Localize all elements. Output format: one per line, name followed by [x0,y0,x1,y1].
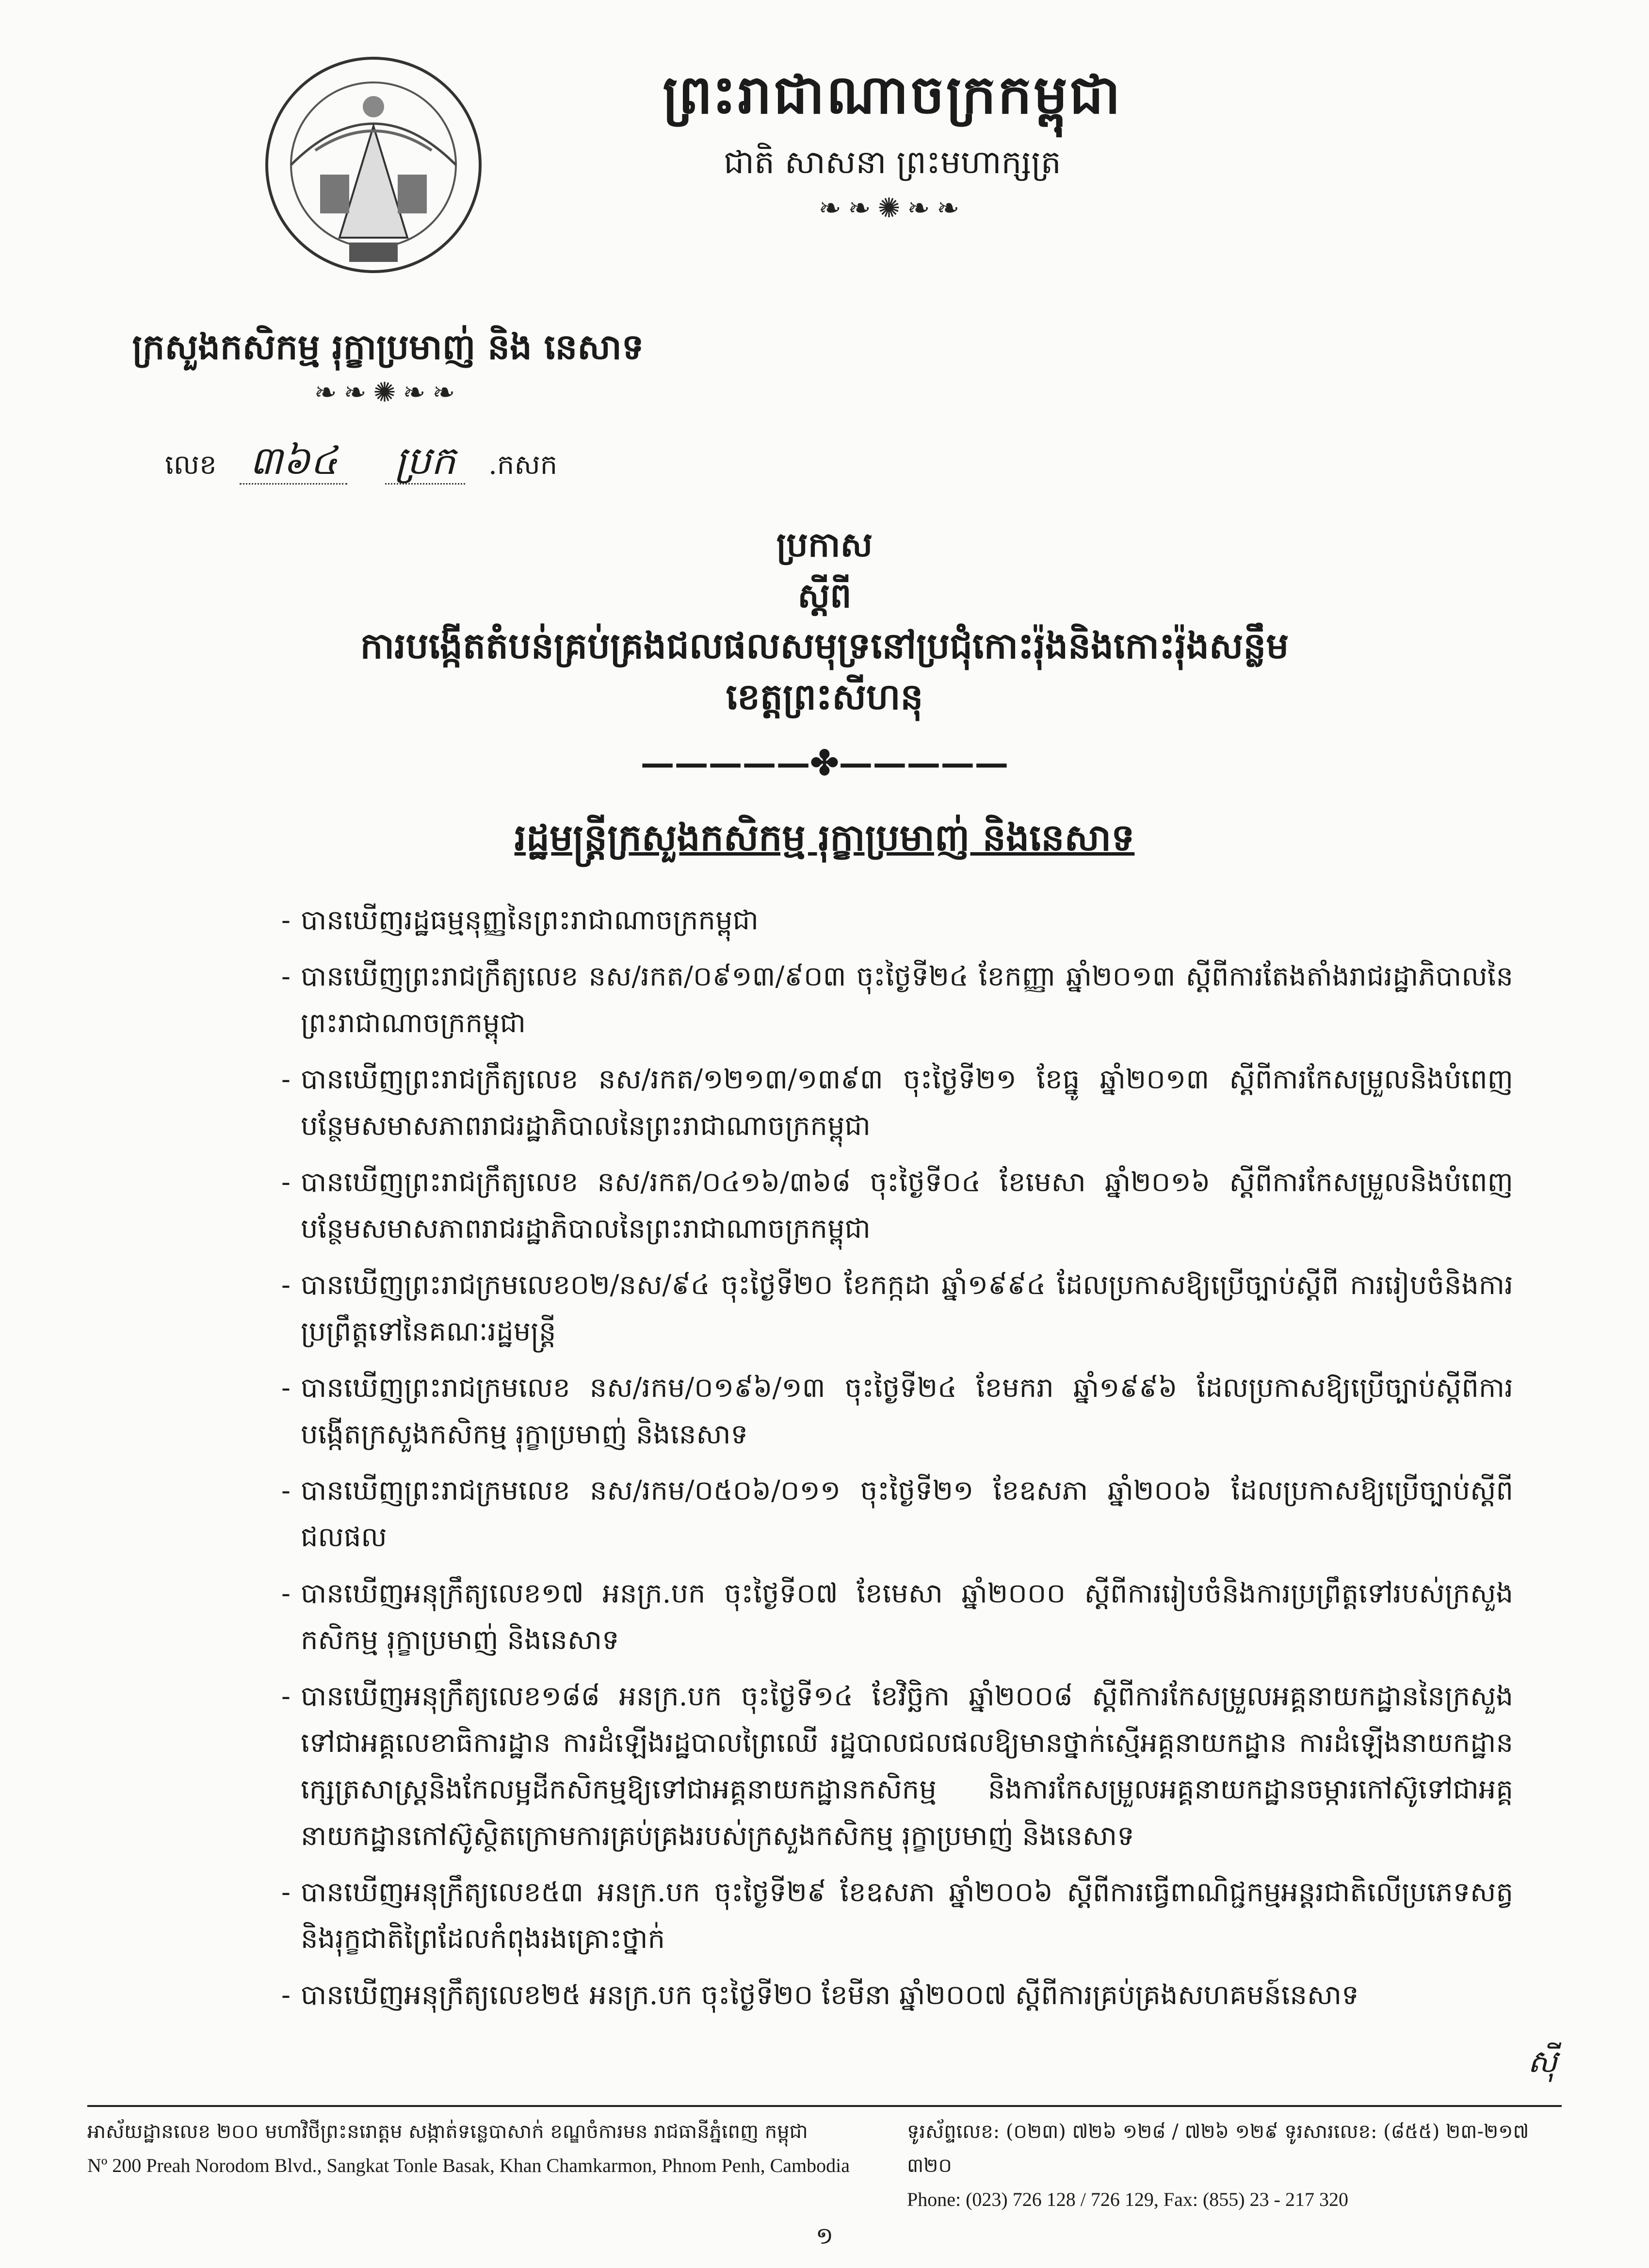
ref-prefix: លេខ [165,449,217,481]
ministry-ornament: ❧❧✺❧❧ [314,377,462,408]
page-number: ១ [815,2222,834,2250]
list-item: - បានឃើញព្រះរាជក្រមលេខ នស/រកម/០៥០៦/០១១ ចុះថ្ងៃទី២១ ខែឧសភា ឆ្នាំ២០០៦ ដែលប្រកាសឱ្យប្រើច្បាប់ស្តីពីជលផល [281,1475,1513,1553]
address-khmer: អាស័យដ្ឋានលេខ ២០០ មហាវិថីព្រះនរោត្តម សង្កាត់ទន្លេបាសាក់ ខណ្ឌចំការមន រាជធានីភ្នំពេញ កម្ពុជា [87,2121,808,2143]
list-item: - បានឃើញព្រះរាជក្រមលេខ នស/រកម/០១៩៦/១៣ ចុះថ្ងៃទី២៤ ខែមករា ឆ្នាំ១៩៩៦ ដែលប្រកាសឱ្យប្រើច្បាប់ស្តីពីការបង្កើតក្រសួងកសិកម្ម រុក្ខាប្រមាញ់ និងនេសាទ [281,1372,1513,1450]
footer-contact [907,2115,1562,2217]
ref-suffix: .កសក [488,449,558,481]
kingdom-title: ព្រះរាជាណាចក្រកម្ពុជា [663,63,1122,126]
title-divider: —————✤————— [640,743,1009,783]
list-item: - បានឃើញព្រះរាជក្រឹត្យលេខ នស/រកត/១២១៣/១៣៩៣ ចុះថ្ងៃទី២១ ខែធ្នូ ឆ្នាំ២០១៣ ស្តីពីការកែសម្រួលនិងបំពេញបន្ថែមសមាសភាពរាជរដ្ឋាភិបាលនៃព្រះរាជាណាចក្រកម្ពុជា [281,1064,1513,1142]
list-item: - បានឃើញព្រះរាជក្រឹត្យលេខ នស/រកត/០៩១៣/៩០៣ ចុះថ្ងៃទី២៤ ខែកញ្ញា ឆ្នាំ២០១៣ ស្តីពីការតែងតាំងរាជរដ្ឋាភិបាលនៃព្រះរាជាណាចក្រកម្ពុជា [281,961,1513,1039]
title-subject: ការបង្កើតតំបន់គ្រប់គ្រងជលផលសមុទ្រនៅប្រជុំកោះរ៉ុងនិងកោះរ៉ុងសន្លឹម [360,625,1289,667]
list-item: - បានឃើញអនុក្រឹត្យលេខ៥៣ អនក្រ.បក ចុះថ្ងៃទី២៩ ខែឧសភា ឆ្នាំ២០០៦ ស្តីពីការធ្វើពាណិជ្ជកម្មអន្តរជាតិលើប្រភេទសត្វនិងរុក្ខជាតិព្រៃដែលកំពុងរងគ្រោះថ្នាក់ [281,1877,1513,1955]
title-province: ខេត្តព្រះសីហនុ [726,676,923,718]
address-english: Nº 200 Preah Norodom Blvd., Sangkat Tonle Basak, Khan Chamkarmon, Phnom Penh, Cambodia [87,2155,850,2176]
list-item: - បានឃើញព្រះរាជក្រមលេខ០២/នស/៩៤ ចុះថ្ងៃទី២០ ខែកក្កដា ឆ្នាំ១៩៩៤ ដែលប្រកាសឱ្យប្រើច្បាប់ស្តីពី ការរៀបចំនិងការប្រព្រឹត្តទៅនៃគណៈរដ្ឋមន្ត្រី [281,1269,1513,1347]
reference-number [165,437,557,493]
ornament-divider: ❧❧✺❧❧ [818,193,967,224]
list-item: - បានឃើញអនុក្រឹត្យលេខ២៥ អនក្រ.បក ចុះថ្ងៃទី២០ ខែមីនា ឆ្នាំ២០០៧ ស្តីពីការគ្រប់គ្រងសហគមន៍នេសាទ [281,1979,1359,2011]
handwritten-initial: ស៊ី [1528,2044,1557,2080]
kingdom-motto: ជាតិ សាសនា ព្រះមហាក្សត្រ [724,144,1061,181]
title-on: ស្តីពី [797,575,852,616]
reference-list [281,897,1513,2028]
phone-english: Phone: (023) 726 128 / 726 129, Fax: (855) 23 - 217 320 [907,2188,1348,2210]
ref-handwritten-code: ប្រក [385,438,465,485]
ref-handwritten-number: ៣៦៤ [240,438,347,485]
ministry-header [97,320,679,412]
footer-divider [87,2105,1562,2107]
ministry-name: ក្រសួងកសិកម្ម រុក្ខាប្រមាញ់ និង នេសាទ [132,326,644,367]
document-title [0,519,1649,788]
kingdom-header [601,58,1183,228]
list-item: - បានឃើញព្រះរាជក្រឹត្យលេខ នស/រកត/០៤១៦/៣៦៨ ចុះថ្ងៃទី០៤ ខែមេសា ឆ្នាំ២០១៦ ស្តីពីការកែសម្រួលនិងបំពេញបន្ថែមសមាសភាពរាជរដ្ឋាភិបាលនៃព្រះរាជាណាចក្រកម្ពុជា [281,1166,1513,1245]
minister-heading: រដ្ឋមន្ត្រីក្រសួងកសិកម្ម រុក្ខាប្រមាញ់ និងនេសាទ [514,816,1135,859]
footer-address [87,2115,912,2183]
list-item: - បានឃើញរដ្ឋធម្មនុញ្ញនៃព្រះរាជាណាចក្រកម្ពុជា [281,905,759,936]
phone-khmer: ទូរស័ព្ទលេខ: (០២៣) ៧២៦ ១២៨ / ៧២៦ ១២៩ ទូរសារលេខ: (៨៥៥) ២៣-២១៧ ៣២០ [907,2121,1529,2177]
list-item: - បានឃើញអនុក្រឹត្យលេខ១៨៨ អនក្រ.បក ចុះថ្ងៃទី១៤ ខែវិច្ឆិកា ឆ្នាំ២០០៨ ស្តីពីការកែសម្រួលអគ្គនាយកដ្ឋាននៃក្រសួងទៅជាអគ្គលេខាធិការដ្ឋាន ការដំឡើងរដ្ឋបាលព្រៃឈើ រដ្ឋបាលជលផលឱ្យមានថ្នាក់ស្មើអគ្គនាយកដ្ឋាន ការដំឡើងនាយកដ្ឋានក្សេត្រសាស្ត្រនិងកែលម្អដីកសិកម្មឱ្យទៅជាអគ្គនាយកដ្ឋានកសិកម្ម និងការកែសម្រួលអគ្គនាយកដ្ឋានចម្ការកៅស៊ូទៅជាអគ្គនាយកដ្ឋានកៅស៊ូស្ថិតក្រោមការគ្រប់គ្រងរបស់ក្រសួងកសិកម្ម រុក្ខាប្រមាញ់ និងនេសាទ [281,1681,1513,1852]
ministry-seal-emblem [262,53,485,276]
list-item: - បានឃើញអនុក្រឹត្យលេខ១៧ អនក្រ.បក ចុះថ្ងៃទី០៧ ខែមេសា ឆ្នាំ២០០០ ស្តីពីការរៀបចំនិងការប្រព្រឹត្តទៅរបស់ក្រសួងកសិកម្ម រុក្ខាប្រមាញ់ និងនេសាទ [281,1578,1513,1656]
title-proclamation: ប្រកាស [776,524,873,565]
